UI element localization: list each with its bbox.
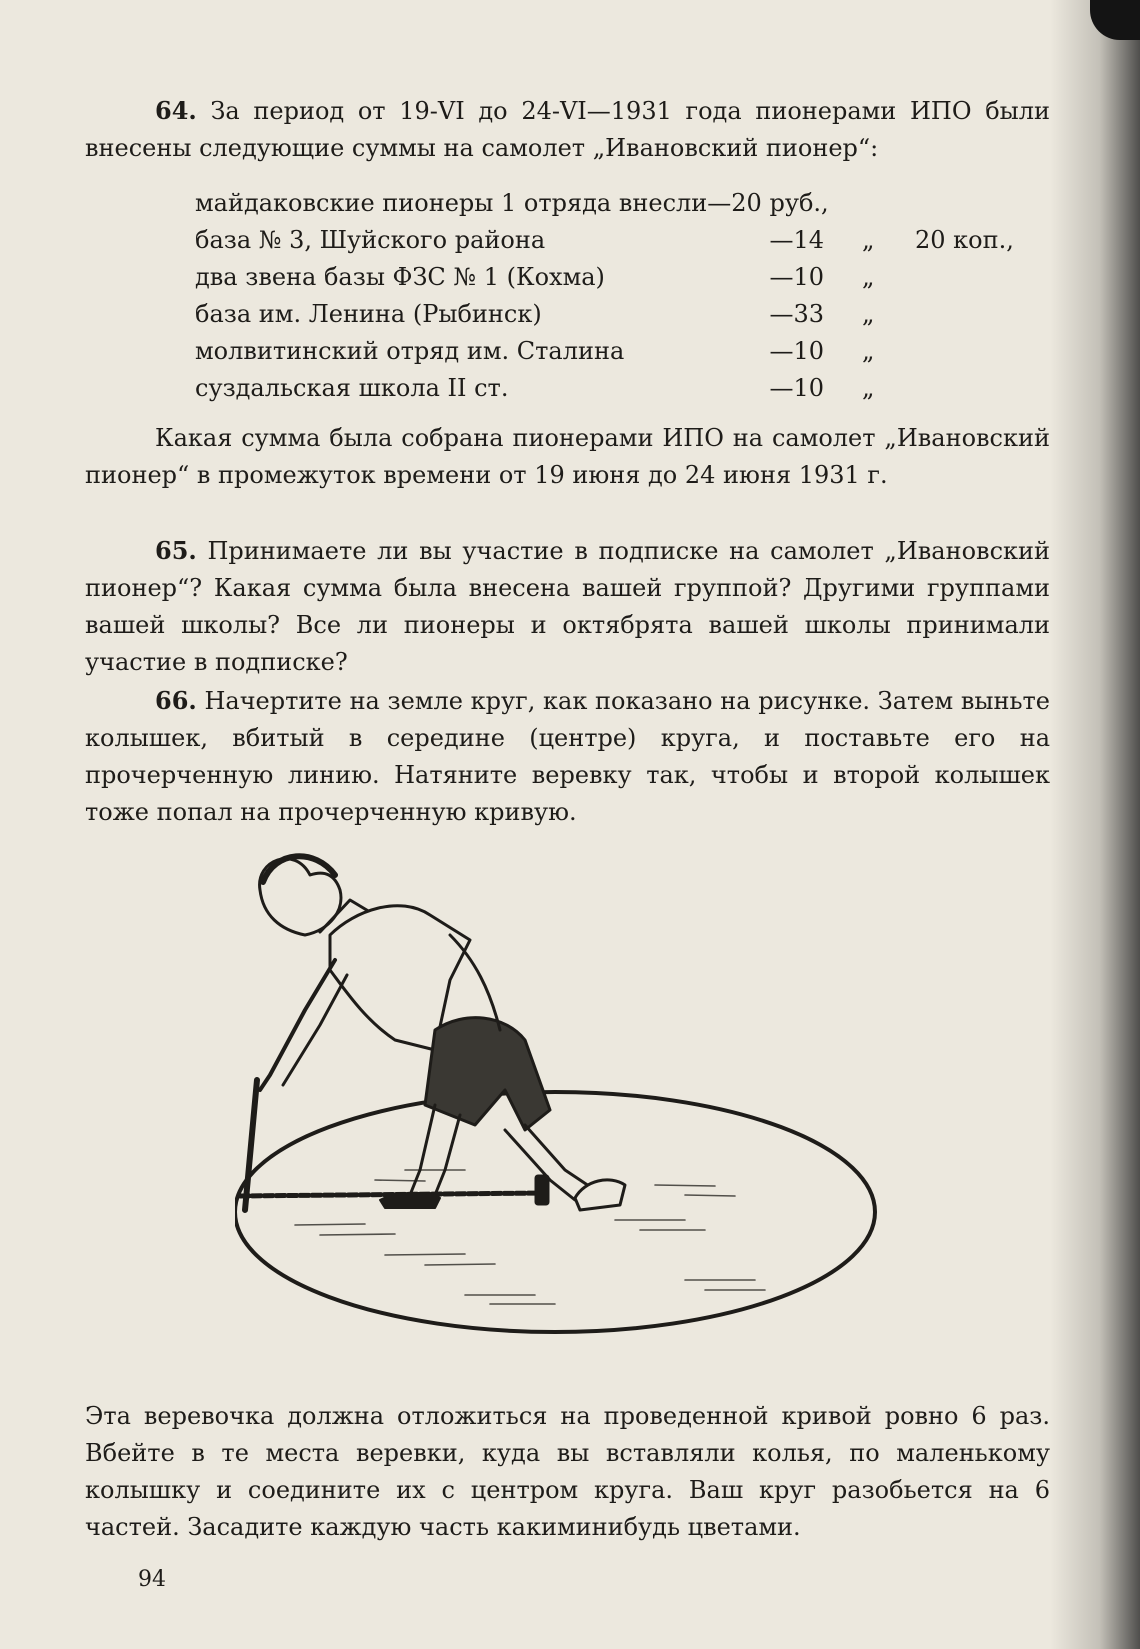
contribution-row: [195, 333, 624, 370]
problem-64-intro-text: За период от 19-VI до 24-VI—1931 года пионерами ИПО были внесены следующие суммы на самолет „Ивановский пионер“:: [85, 97, 1050, 162]
boy-shorts: [425, 1018, 550, 1130]
contribution-name: майдаковские пионеры 1 отряда внесли: [195, 189, 708, 217]
contribution-row: [195, 370, 508, 407]
boy-left-leg: [385, 1105, 435, 1205]
problem-64-intro: [85, 92, 1050, 167]
problem-64-question: Какая сумма была собрана пионерами ИПО на самолет „Ивановский пионер“ в промежуток времени от 19 июня до 24 июня 1931 г.: [85, 424, 1050, 489]
contribution-amount: —14: [769, 226, 824, 254]
contribution-extra: 20 коп.,: [915, 226, 1014, 254]
page-number: 94: [138, 1567, 166, 1592]
ditto-mark: „: [862, 300, 875, 328]
contribution-amount: —33: [769, 300, 824, 328]
problem-66-text: Начертите на земле круг, как показано на рисунке. Затем выньте колышек, вбитый в середине (центре) круга, и поставьте его на прочерченную линию. Натяните веревку так, чтобы и второй колышек тоже попал на прочерченную кривую.: [85, 687, 1050, 826]
contribution-name: база № 3, Шуйского района: [195, 226, 546, 254]
problem-64-number: 64.: [155, 96, 197, 125]
problem-65-number: 65.: [155, 536, 197, 565]
contribution-name: два звена базы ФЗС № 1 (Кохма): [195, 263, 605, 291]
ditto-mark: „: [862, 337, 875, 365]
ditto-mark: „: [862, 374, 875, 402]
contribution-amount: —10: [769, 263, 824, 291]
circle-drawing-illustration: [235, 840, 905, 1380]
problem-65: [85, 532, 1050, 681]
contribution-name: суздальская школа II ст.: [195, 374, 509, 402]
problem-66: [85, 682, 1050, 831]
problem-66-number: 66.: [155, 686, 197, 715]
ditto-mark: „: [862, 226, 875, 254]
contribution-row: [195, 296, 542, 333]
page-edge-shadow: [1050, 0, 1140, 1649]
contribution-row: [195, 259, 605, 296]
contribution-name: молвитинский отряд им. Сталина: [195, 337, 625, 365]
boy-left-arm: [260, 960, 335, 1090]
ground-hatching: [295, 1170, 765, 1304]
center-peg: [535, 1175, 549, 1205]
contribution-amount: —10: [769, 337, 824, 365]
boy-right-shoe: [575, 1180, 625, 1210]
contribution-unit: руб.,: [769, 189, 829, 217]
contribution-name: база им. Ленина (Рыбинск): [195, 300, 542, 328]
held-stick: [245, 1080, 257, 1210]
boy-left-leg-outline: [435, 1115, 460, 1195]
contribution-row: [195, 222, 545, 259]
contribution-amount: —20: [707, 189, 762, 217]
ground-circle: [235, 1092, 875, 1332]
problem-66-continuation: Эта веревочка должна отложиться на проведенной кривой ровно 6 раз. Вбейте в те места веревки, куда вы вставляли колья, по маленькому колышку и соедините их с центром круга. Ваш круг разобьется на 6 частей. Засадите каждую часть какиминибудь цветами.: [85, 1402, 1050, 1541]
contribution-amount: —10: [769, 374, 824, 402]
problem-65-text: Принимаете ли вы участие в подписке на самолет „Ивановский пионер“? Какая сумма была внесена вашей группой? Другими группами вашей школы? Все ли пионеры и октябрята вашей школы принимали участие в подписке?: [85, 537, 1050, 676]
contribution-row: [195, 185, 829, 222]
ditto-mark: „: [862, 263, 875, 291]
